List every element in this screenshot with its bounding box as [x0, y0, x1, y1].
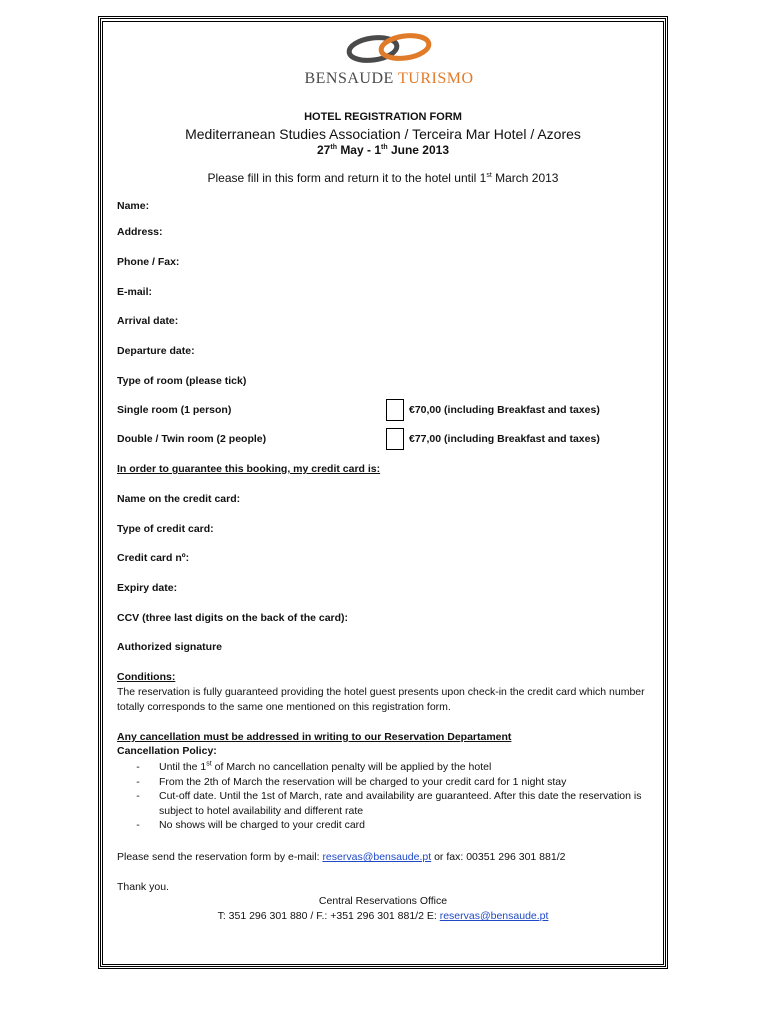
conditions-heading: Conditions:: [117, 671, 176, 683]
single-room-label: Single room (1 person): [117, 404, 232, 416]
single-room-checkbox[interactable]: [386, 399, 404, 421]
office-contact: [100, 910, 666, 922]
fill-instruction: [100, 171, 666, 185]
double-room-price: €77,00 (including Breakfast and taxes): [409, 433, 600, 445]
expiry-date-label[interactable]: Expiry date:: [117, 582, 178, 594]
send-post: or fax: 00351 296 301 881/2: [434, 851, 566, 863]
item2-text: From the 2th of March the reservation will be charged to your credit card for 1 night stay: [159, 775, 567, 788]
send-pre: Please send the reservation form by e-mail:: [117, 851, 320, 863]
cancellation-heading: Any cancellation must be addressed in writing to our Reservation Departament: [117, 731, 512, 743]
arrival-date-label[interactable]: Arrival date:: [117, 315, 179, 327]
send-email-link[interactable]: reservas@bensaude.pt: [322, 851, 432, 863]
item1-post: of March no cancellation penalty will be applied by the hotel: [214, 761, 492, 773]
instruction-post: March 2013: [495, 171, 559, 185]
list-item: [117, 818, 662, 833]
event-dates: [100, 143, 666, 157]
item4-text: No shows will be charged to your credit card: [159, 819, 366, 831]
brand-name-part2: TURISMO: [398, 70, 474, 87]
list-item: [117, 760, 662, 775]
single-room-price: €70,00 (including Breakfast and taxes): [409, 404, 600, 416]
address-field-label[interactable]: Address:: [117, 226, 163, 238]
conditions-text: The reservation is fully guaranteed providing the hotel guest presents upon check-in the credit card which number totally corresponds to the same one mentioned on this registration form.: [117, 686, 645, 713]
departure-date-label[interactable]: Departure date:: [117, 345, 195, 357]
email-field-label[interactable]: E-mail:: [117, 286, 153, 298]
brand-name-part1: BENSAUDE: [304, 70, 394, 87]
logo-rings-icon: [325, 33, 465, 73]
list-item: [117, 775, 662, 790]
item3-text: Cut-off date. Until the 1st of March, rate and availability are guaranteed. After this date the reservation is subject to hotel availability and different rate: [159, 790, 642, 817]
item1-pre: Until the 1: [159, 761, 207, 773]
instruction-pre: Please fill in this form and return it to the hotel until 1: [207, 171, 487, 185]
date-start-month: May - 1: [340, 143, 381, 157]
list-dash: -: [136, 775, 140, 788]
phone-field-label[interactable]: Phone / Fax:: [117, 256, 180, 268]
send-instruction: [117, 850, 662, 865]
cancellation-policy-label: Cancellation Policy:: [117, 745, 217, 757]
instruction-sup: st: [486, 172, 492, 179]
brand-name: [304, 70, 474, 88]
cancellation-list: [117, 760, 662, 833]
contact-pre: T: 351 296 301 880 / F.: +351 296 301 881/2 E:: [217, 910, 437, 922]
form-subtitle: Mediterranean Studies Association / Terceira Mar Hotel / Azores: [185, 126, 581, 142]
card-type-label[interactable]: Type of credit card:: [117, 523, 214, 535]
date-start-sup: th: [330, 144, 337, 151]
thank-you: Thank you.: [117, 881, 169, 893]
double-room-checkbox[interactable]: [386, 428, 404, 450]
item1-sup: st: [206, 760, 212, 768]
form-title: HOTEL REGISTRATION FORM: [304, 111, 462, 123]
date-start-day: 27: [317, 143, 331, 157]
name-field-label[interactable]: Name:: [117, 200, 150, 212]
list-dash: -: [136, 761, 140, 773]
contact-email-link[interactable]: reservas@bensaude.pt: [439, 910, 549, 922]
double-room-label: Double / Twin room (2 people): [117, 433, 267, 445]
date-end-sup: th: [381, 144, 388, 151]
list-dash: -: [136, 790, 140, 802]
list-dash: -: [136, 819, 140, 831]
signature-label[interactable]: Authorized signature: [117, 641, 223, 653]
date-end-rest: June 2013: [390, 143, 449, 157]
ccv-label[interactable]: CCV (three last digits on the back of the card):: [117, 612, 349, 624]
card-name-label[interactable]: Name on the credit card:: [117, 493, 241, 505]
credit-card-heading: In order to guarantee this booking, my credit card is:: [117, 463, 381, 475]
office-name: Central Reservations Office: [318, 895, 448, 907]
card-number-label[interactable]: Credit card nº:: [117, 552, 190, 564]
list-item: [117, 789, 662, 818]
room-type-label: Type of room (please tick): [117, 375, 247, 387]
